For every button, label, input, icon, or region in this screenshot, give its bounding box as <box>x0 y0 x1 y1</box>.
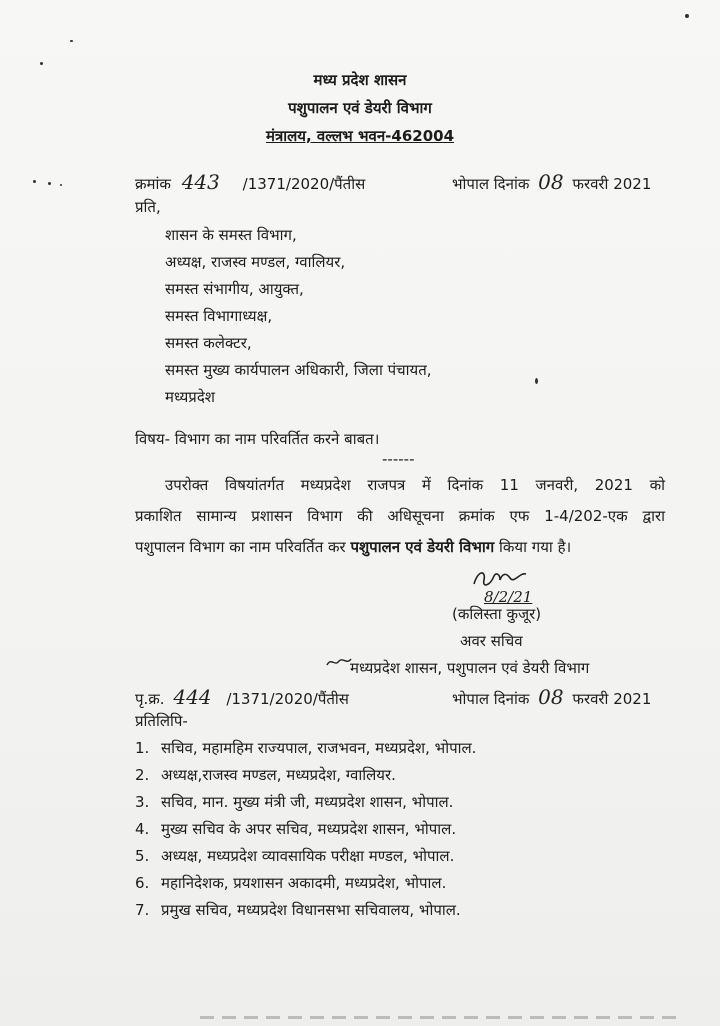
handwritten-number: 443 <box>181 170 220 194</box>
signatory-name: (कलिस्ता कुजूर) <box>452 605 542 623</box>
handwritten-day: 08 <box>538 170 564 194</box>
signatory-designation: अवर सचिव <box>460 632 523 650</box>
body-line3-start: पशुपालन विभाग का नाम परिवर्तित कर <box>135 538 346 556</box>
scan-speck <box>33 180 36 183</box>
date-prefix: भोपाल दिनांक <box>452 690 530 708</box>
body-line <box>135 532 665 563</box>
copy-text: अध्यक्ष,राजस्व मण्डल, मध्यप्रदेश, ग्वालियर. <box>161 766 396 784</box>
scan-speck <box>40 62 43 65</box>
copy-item <box>135 765 396 785</box>
handwritten-day: 08 <box>538 685 564 709</box>
copy-heading: प्रतिलिपि- <box>135 712 188 730</box>
copy-text: मुख्य सचिव के अपर सचिव, मध्यप्रदेश शासन, भोपाल. <box>161 820 457 838</box>
copy-number: 4. <box>135 820 150 838</box>
copy-item <box>135 819 456 839</box>
signatory-department: मध्यप्रदेश शासन, पशुपालन एवं डेयरी विभाग <box>350 659 590 677</box>
copy-number: 3. <box>135 793 150 811</box>
body-line: प्रकाशित सामान्य प्रशासन विभाग की अधिसूचना क्रमांक एफ 1-4/202-एक द्वारा <box>135 507 665 525</box>
scan-speck <box>60 184 62 186</box>
copy-number: 1. <box>135 739 150 757</box>
recipient-item: समस्त मुख्य कार्यपालन अधिकारी, जिला पंचायत, <box>165 361 432 379</box>
prati-label: प्रति, <box>135 198 161 216</box>
recipient-item: समस्त कलेक्टर, <box>165 334 252 352</box>
initials-mark <box>325 655 353 669</box>
page-edge-shadow <box>200 1016 680 1019</box>
recipient-item: समस्त विभागाध्यक्ष, <box>165 307 273 325</box>
header-address <box>0 126 720 146</box>
copy-number: 5. <box>135 847 150 865</box>
recipient-item: मध्यप्रदेश <box>165 388 216 406</box>
copy-item <box>135 792 453 812</box>
handwritten-number: 444 <box>173 685 212 709</box>
copy-item <box>135 873 446 893</box>
copy-item <box>135 846 454 866</box>
header-address-text: मंत्रालय, वल्लभ भवन-462004 <box>265 127 455 145</box>
scan-speck <box>48 182 51 185</box>
signature-date: 8/2/21 <box>484 588 533 606</box>
recipient-item: शासन के समस्त विभाग, <box>165 226 297 244</box>
reference-date <box>452 170 651 194</box>
endorsement-number <box>135 685 349 709</box>
subject-line: विषय- विभाग का नाम परिवर्तित करने बाबत। <box>135 430 380 448</box>
date-prefix: भोपाल दिनांक <box>452 175 530 193</box>
date-suffix: फरवरी 2021 <box>572 175 652 193</box>
date-suffix: फरवरी 2021 <box>572 690 652 708</box>
copy-number: 6. <box>135 874 150 892</box>
copy-number: 2. <box>135 766 150 784</box>
endorsement-prefix: पृ.क्र. <box>135 690 165 708</box>
copy-number: 7. <box>135 901 150 919</box>
header-govt: मध्य प्रदेश शासन <box>313 71 407 89</box>
copy-text: अध्यक्ष, मध्यप्रदेश व्यावसायिक परीक्षा मण्डल, भोपाल. <box>161 847 455 865</box>
scan-speck <box>535 378 538 384</box>
reference-prefix: क्रमांक <box>135 175 171 193</box>
header-department: पशुपालन एवं डेयरी विभाग <box>288 99 432 117</box>
reference-code: /1371/2020/पैंतीस <box>242 175 366 193</box>
separator: ------ <box>382 450 415 468</box>
body-paragraph <box>135 470 665 563</box>
copy-text: सचिव, मान. मुख्य मंत्री जी, मध्यप्रदेश शासन, भोपाल. <box>161 793 454 811</box>
recipient-item: अध्यक्ष, राजस्व मण्डल, ग्वालियर, <box>165 253 346 271</box>
scan-speck <box>685 14 689 18</box>
copy-text: महानिदेशक, प्रयशासन अकादमी, मध्यप्रदेश, भोपाल. <box>161 874 447 892</box>
recipient-item: समस्त संभागीय, आयुक्त, <box>165 280 304 298</box>
endorsement-code: /1371/2020/पैंतीस <box>226 690 349 708</box>
body-line3-end: किया गया है। <box>499 538 572 556</box>
copy-item <box>135 738 476 758</box>
copy-text: प्रमुख सचिव, मध्यप्रदेश विधानसभा सचिवालय, भोपाल. <box>161 901 461 919</box>
reference-number <box>135 170 365 194</box>
scan-speck <box>70 40 73 42</box>
endorsement-date <box>452 685 651 709</box>
copy-item <box>135 900 461 920</box>
new-department-name: पशुपालन एवं डेयरी विभाग <box>350 538 495 556</box>
body-line: उपरोक्त विषयांतर्गत मध्यप्रदेश राजपत्र में दिनांक 11 जनवरी, 2021 को <box>165 476 665 494</box>
copy-text: सचिव, महामहिम राज्यपाल, राजभवन, मध्यप्रदेश, भोपाल. <box>161 739 477 757</box>
